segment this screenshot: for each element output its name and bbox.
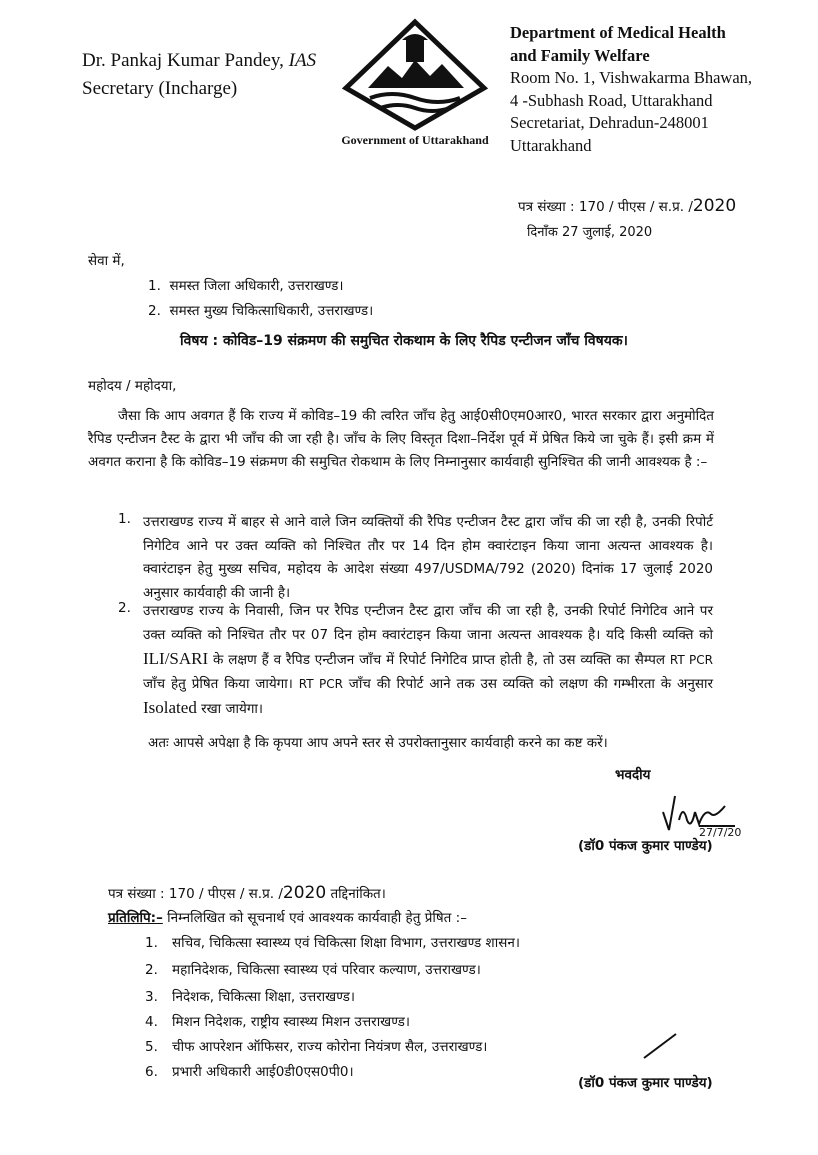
copy-item-number: 6.	[145, 1064, 158, 1080]
recipient-item: 2. समस्त मुख्य चिकित्साधिकारी, उत्तराखण्ड।	[148, 303, 374, 319]
instruction-item-2: उत्तराखण्ड राज्य के निवासी, जिन पर रैपिड एन्टीजन टैस्ट द्वारा जाँच की जा रही है, उनकी रिपोर्ट निगेटिव आने पर उक्त व्यक्ति को निश्चित तौर पर 07 दिन होम क्वारंटाइन किया जाना अत्यन्त आवश्यक है। यदि किसी व्यक्ति को ILI/SARI के लक्षण हैं व रैपिड एन्टीजन जाँच में रिपोर्ट निगेटिव प्राप्त होती है, तो उस व्यक्ति का सैम्पल RT PCR जाँच हेतु प्रेषित किया जायेगा। RT PCR जाँच की रिपोर्ट आने तक उस व्यक्ति को लक्षण की गम्भीरता के अनुसार Isolated रखा जायेगा।	[143, 603, 713, 717]
copy-item: मिशन निदेशक, राष्ट्रीय स्वास्थ्य मिशन उत्तराखण्ड।	[172, 1014, 410, 1030]
copy-item: चीफ आपरेशन ऑफिसर, राज्य कोरोना नियंत्रण सैल, उत्तराखण्ड।	[172, 1039, 488, 1055]
letter-reference: पत्र संख्या : 170 / पीएस / स.प्र. /2020	[518, 196, 737, 216]
emblem-caption: Government of Uttarakhand	[341, 133, 489, 147]
department-address	[510, 22, 752, 157]
copy-item-number: 4.	[145, 1014, 158, 1030]
item-number: 1.	[118, 511, 131, 527]
copy-item: सचिव, चिकित्सा स्वास्थ्य एवं चिकित्सा शिक्षा विभाग, उत्तराखण्ड शासन।	[172, 935, 520, 951]
copy-item-number: 5.	[145, 1039, 158, 1055]
copy-item: प्रभारी अधिकारी आई0डी0एस0पी0।	[172, 1064, 354, 1080]
address-line: Secretariat, Dehradun-248001	[510, 113, 709, 132]
subject-line: विषय : कोविड–19 संक्रमण की समुचित रोकथाम के लिए रैपिड एन्टीजन जाँच विषयक।	[180, 333, 628, 349]
letter-date: दिनाँक 27 जुलाई, 2020	[527, 225, 653, 240]
yours-faithfully: भवदीय	[615, 767, 651, 783]
instruction-item-1: उत्तराखण्ड राज्य में बाहर से आने वाले जिन व्यक्तियों की रैपिड एन्टीजन टैस्ट द्वारा जाँच की जा रही है, उनकी रिपोर्ट निगेटिव आने पर उक्त व्यक्ति को निश्चित तौर पर 14 दिन होम क्वारंटाइन किया जाना अत्यन्त आवश्यक है। क्वारंटाइन हेतु मुख्य सचिव, महोदय के आदेश संख्या 497/USDMA/792 (2020) दिनांक 17 जुलाई 2020 अनुसार कार्यवाही की जानी है।	[143, 514, 713, 601]
address-line: Uttarakhand	[510, 135, 592, 155]
address-line: Room No. 1, Vishwakarma Bhawan,	[510, 68, 753, 87]
copy-item-number: 2.	[145, 962, 158, 978]
intro-paragraph: जैसा कि आप अवगत हैं कि राज्य में कोविड–19 की त्वरित जाँच हेतु आई0सी0एम0आर0, भारत सरकार द्वारा अनुमोदित रैपिड एन्टीजन टैस्ट के द्वारा भी जाँच की जा रही है। जाँच के लिए विस्तृत दिशा–निर्देश पूर्व में प्रेषित किये जा चुके हैं। इसी क्रम में अवगत कराना है कि कोविड–19 संक्रमण की समुचित रोकथाम के लिए निम्नानुसार कार्यवाही सुनिश्चित की जानी आवश्यक है :–	[88, 408, 714, 470]
copy-item: महानिदेशक, चिकित्सा स्वास्थ्य एवं परिवार कल्याण, उत्तराखण्ड।	[172, 962, 481, 978]
copy-reference: पत्र संख्या : 170 / पीएस / स.प्र. /2020 तद्दिनांकित।	[108, 883, 386, 903]
sender-designation: Secretary (Incharge)	[82, 78, 238, 99]
svg-text:27/7/20: 27/7/20	[699, 826, 742, 838]
copy-item-number: 1.	[145, 935, 158, 951]
signatory-name: (डॉ0 पंकज कुमार पाण्डेय)	[578, 838, 713, 854]
salutation: महोदय / महोदया,	[88, 378, 177, 394]
signature-icon	[655, 790, 745, 838]
copy-item: निदेशक, चिकित्सा शिक्षा, उत्तराखण्ड।	[172, 989, 355, 1005]
copy-item-number: 3.	[145, 989, 158, 1005]
copy-signatory-name: (डॉ0 पंकज कुमार पाण्डेय)	[578, 1075, 713, 1091]
initial-mark-icon	[640, 1030, 680, 1062]
item-number: 2.	[118, 600, 131, 616]
department-name: Department of Medical Health and Family Welfare	[510, 23, 726, 65]
recipient-item: 1. समस्त जिला अधिकारी, उत्तराखण्ड।	[148, 278, 344, 294]
to-label: सेवा में,	[88, 253, 125, 269]
copy-heading: प्रतिलिपि:– निम्नलिखित को सूचनार्थ एवं आवश्यक कार्यवाही हेतु प्रेषित :–	[108, 910, 467, 926]
uttarakhand-emblem-icon	[340, 16, 490, 132]
sender-name: Dr. Pankaj Kumar Pandey, IAS	[82, 50, 317, 71]
closing-paragraph: अतः आपसे अपेक्षा है कि कृपया आप अपने स्तर से उपरोक्तानुसार कार्यवाही करने का कष्ट करें।	[148, 735, 608, 751]
address-line: 4 -Subhash Road, Uttarakhand	[510, 90, 713, 110]
